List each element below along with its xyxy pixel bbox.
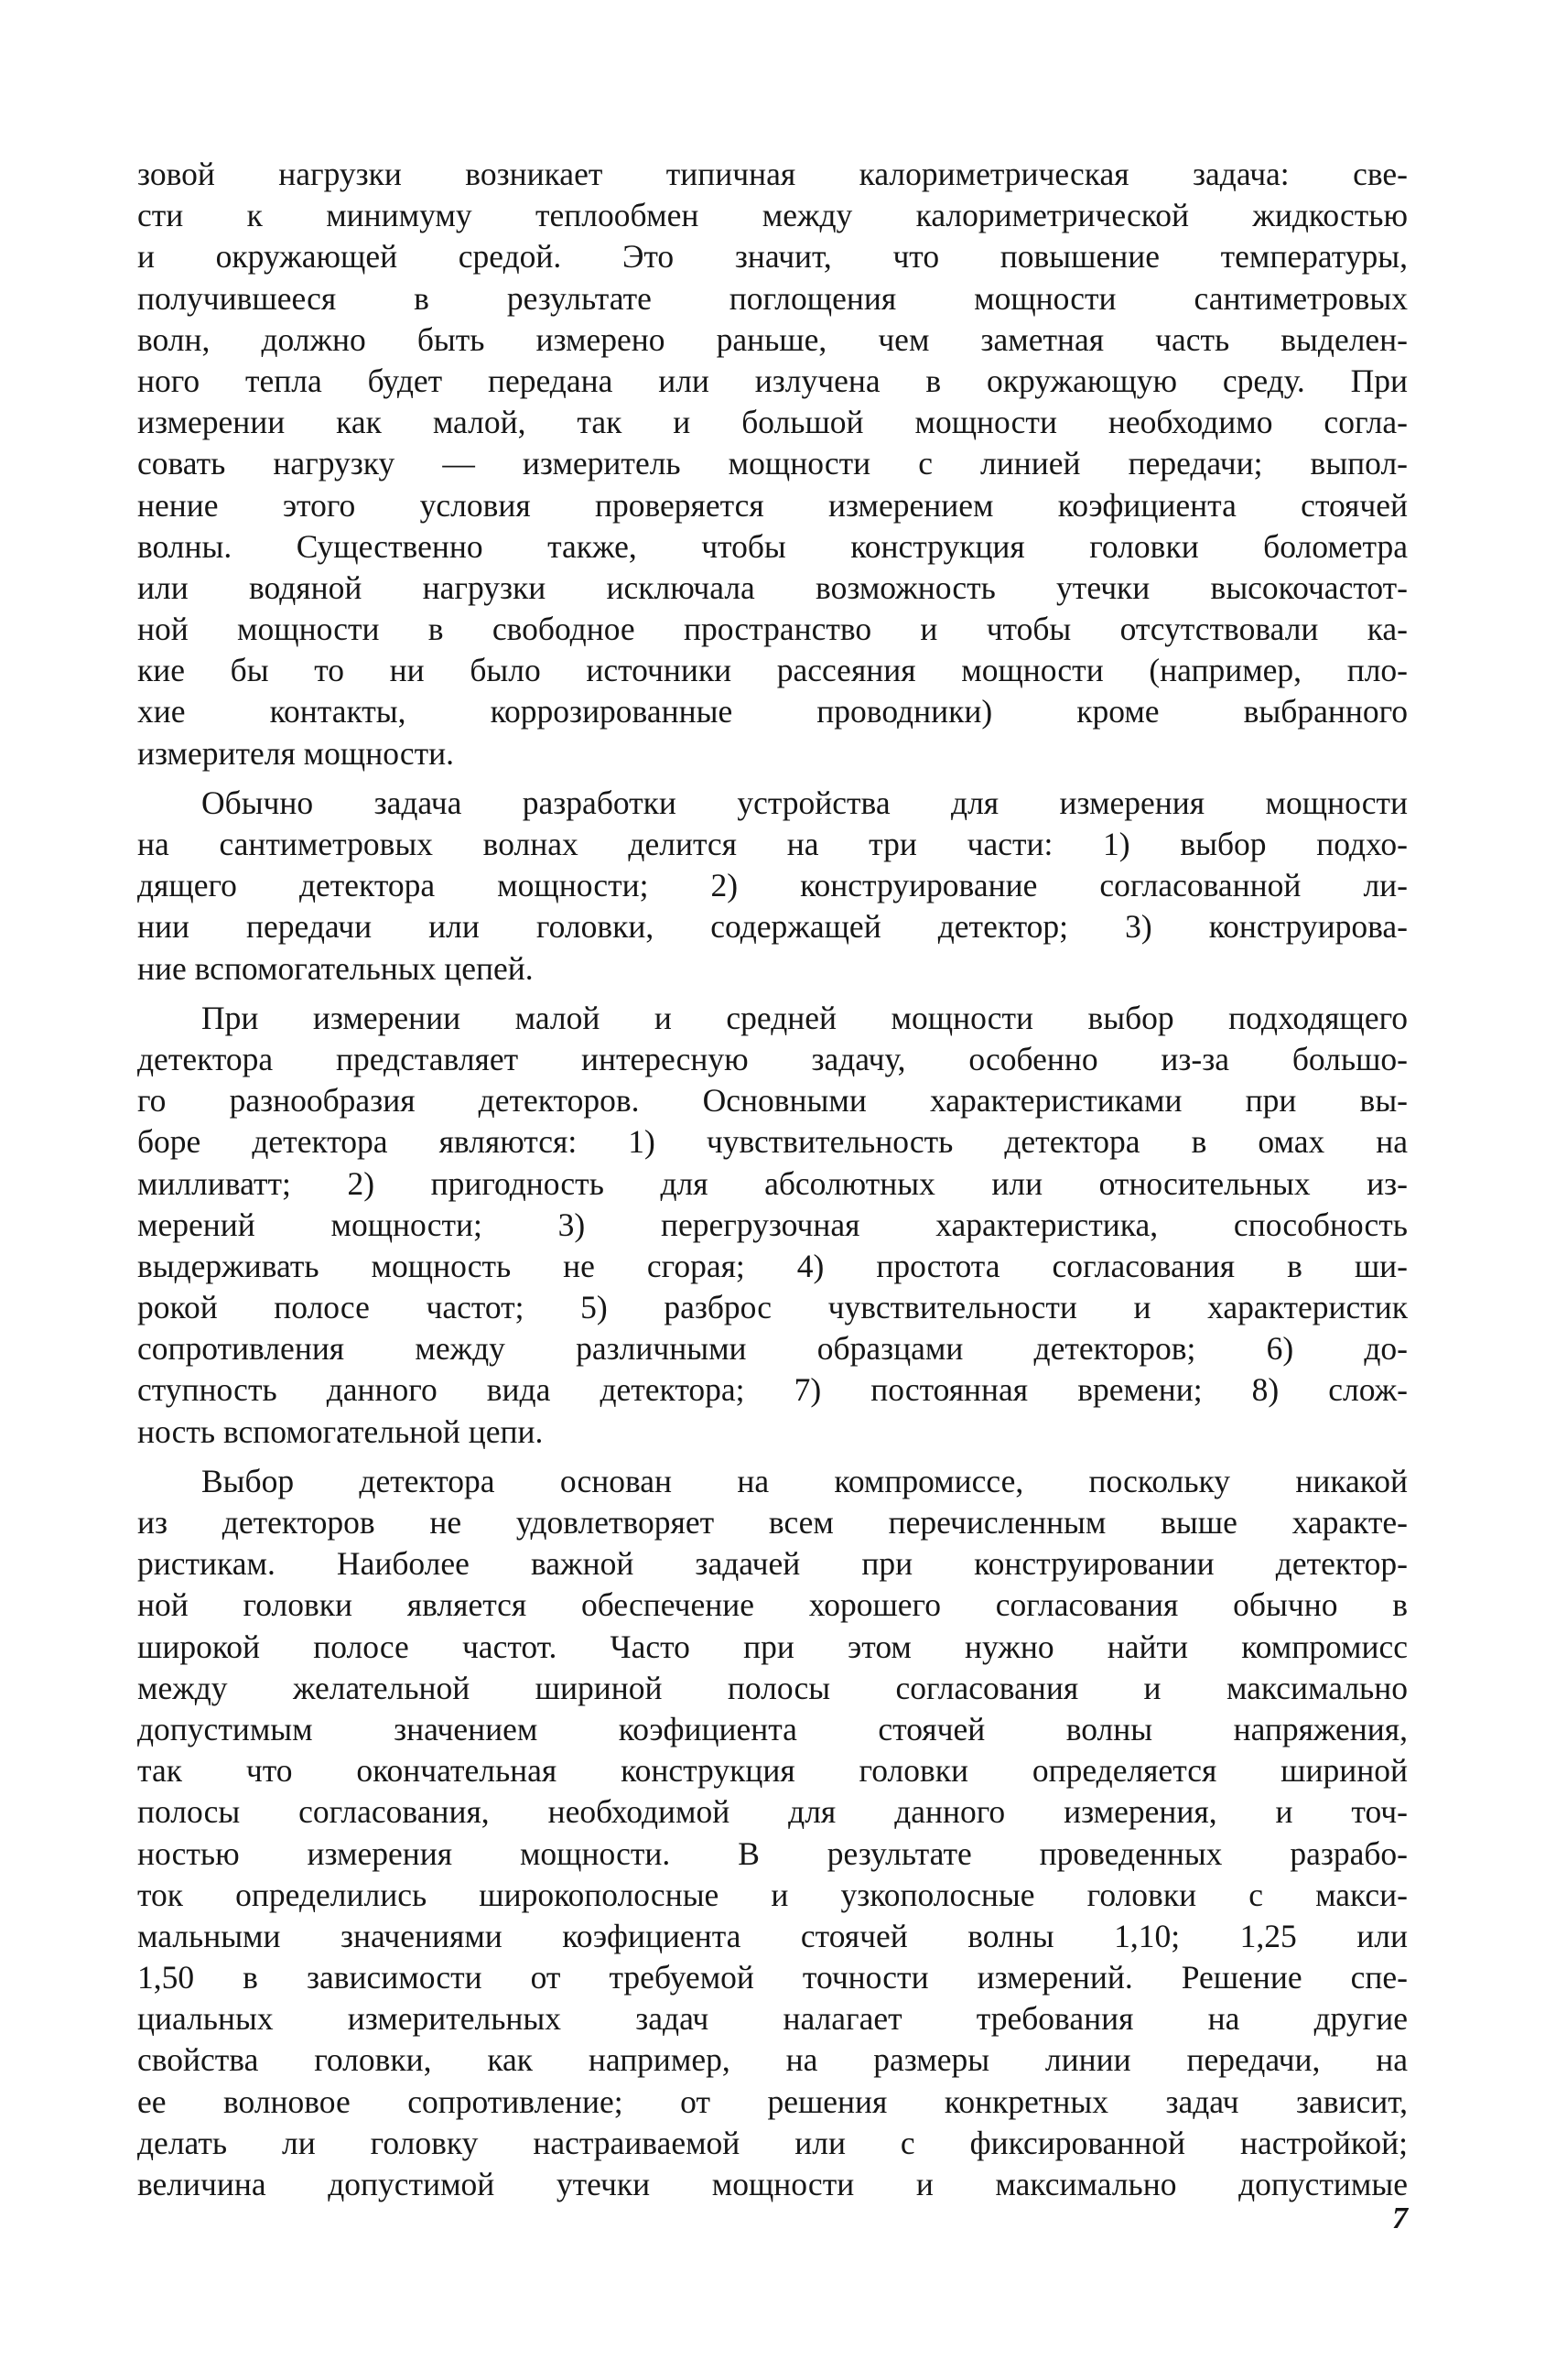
text-line: мерений мощности; 3) перегрузочная характеристика, способность bbox=[137, 1206, 1408, 1243]
text-line: кие бы то ни было источники рассеяния мощности (например, пло- bbox=[137, 652, 1408, 689]
text-line: хие контакты, коррозированные проводники) кроме выбранного bbox=[137, 693, 1408, 730]
text-line: сти к минимуму теплообмен между калориметрической жидкостью bbox=[137, 197, 1408, 234]
paragraph-2 bbox=[137, 783, 1408, 990]
text-line: так что окончательная конструкция головки определяется шириной bbox=[137, 1752, 1408, 1790]
text-line: ток определились широкополосные и узкополосные головки с макси- bbox=[137, 1876, 1408, 1913]
text-line: и окружающей средой. Это значит, что повышение температуры, bbox=[137, 238, 1408, 276]
text-line: измерении как малой, так и большой мощности необходимо согла- bbox=[137, 404, 1408, 441]
text-line: ной головки является обеспечение хорошего согласования обычно в bbox=[137, 1586, 1408, 1624]
text-line: свойства головки, как например, на размеры линии передачи, на bbox=[137, 2041, 1408, 2079]
page-body bbox=[137, 154, 1408, 2241]
text-line: При измерении малой и средней мощности выбор подходящего bbox=[201, 999, 1408, 1036]
paragraph-4 bbox=[137, 1461, 1408, 2205]
text-line: или водяной нагрузки исключала возможность утечки высокочастот- bbox=[137, 568, 1408, 606]
text-line: боре детектора являются: 1) чувствительность детектора в омах на bbox=[137, 1123, 1408, 1161]
text-line: циальных измерительных задач налагает требования на другие bbox=[137, 2000, 1408, 2038]
text-line: на сантиметровых волнах делится на три части: 1) выбор подхо- bbox=[137, 826, 1408, 862]
text-line: нии передачи или головки, содержащей детектор; 3) конструирова- bbox=[137, 908, 1408, 946]
paragraph-1 bbox=[137, 154, 1408, 774]
text-line: между желательной шириной полосы согласования и максимально bbox=[137, 1669, 1408, 1706]
text-line: ностью измерения мощности. В результате проведенных разрабо- bbox=[137, 1834, 1408, 1872]
text-line: делать ли головку настраиваемой или с фиксированной настройкой; bbox=[137, 2124, 1408, 2161]
text-line: совать нагрузку — измеритель мощности с линией передачи; выпол- bbox=[137, 445, 1408, 482]
paragraph-3 bbox=[137, 998, 1408, 1453]
text-line: ее волновое сопротивление; от решения конкретных задач зависит, bbox=[137, 2082, 1408, 2120]
text-line: ного тепла будет передана или излучена в окружающую среду. При bbox=[137, 362, 1408, 399]
text-line: Обычно задача разработки устройства для измерения мощности bbox=[201, 784, 1408, 821]
text-line: нение этого условия проверяется измерением коэфициента стоячей bbox=[137, 486, 1408, 524]
text-line: Выбор детектора основан на компромиссе, поскольку никакой bbox=[201, 1462, 1408, 1499]
text-line: волны. Существенно также, чтобы конструкция головки болометра bbox=[137, 527, 1408, 565]
text-line: дящего детектора мощности; 2) конструирование согласованной ли- bbox=[137, 867, 1408, 904]
page-number: 7 bbox=[1392, 2202, 1408, 2235]
text-line: величина допустимой утечки мощности и максимально допустимые bbox=[137, 2166, 1408, 2202]
text-line: милливатт; 2) пригодность для абсолютных или относительных из- bbox=[137, 1164, 1408, 1202]
text-line: допустимым значением коэфициента стоячей волны напряжения, bbox=[137, 1710, 1408, 1747]
text-line: 1,50 в зависимости от требуемой точности измерений. Решение спе- bbox=[137, 1959, 1408, 1996]
text-line: детектора представляет интересную задачу, особенно из-за большо- bbox=[137, 1040, 1408, 1077]
text-line: полосы согласования, необходимой для данного измерения, и точ- bbox=[137, 1793, 1408, 1831]
text-line: широкой полосе частот. Часто при этом нужно найти компромисс bbox=[137, 1628, 1408, 1665]
text-line: ной мощности в свободное пространство и чтобы отсутствовали ка- bbox=[137, 611, 1408, 648]
text-line: ние вспомогательных цепей. bbox=[137, 949, 534, 987]
text-line: го разнообразия детекторов. Основными характеристиками при вы- bbox=[137, 1082, 1408, 1120]
text-line: мальными значениями коэфициента стоячей волны 1,10; 1,25 или bbox=[137, 1917, 1408, 1954]
text-line: сопротивления между различными образцами детекторов; 6) до- bbox=[137, 1330, 1408, 1368]
text-line: ристикам. Наиболее важной задачей при конструировании детектор- bbox=[137, 1545, 1408, 1583]
text-line: рокой полосе частот; 5) разброс чувствительности и характеристик bbox=[137, 1289, 1408, 1326]
text-line: волн, должно быть измерено раньше, чем заметная часть выделен- bbox=[137, 320, 1408, 358]
text-line: выдерживать мощность не сгорая; 4) простота согласования в ши- bbox=[137, 1247, 1408, 1284]
text-line: измерителя мощности. bbox=[137, 734, 455, 772]
text-line: из детекторов не удовлетворяет всем перечисленным выше характе- bbox=[137, 1504, 1408, 1541]
text-line: ступность данного вида детектора; 7) постоянная времени; 8) слож- bbox=[137, 1371, 1408, 1409]
text-line: получившееся в результате поглощения мощности сантиметровых bbox=[137, 279, 1408, 317]
text-line: ность вспомогательной цепи. bbox=[137, 1412, 544, 1450]
text-line: зовой нагрузки возникает типичная калориметрическая задача: све- bbox=[137, 156, 1408, 192]
